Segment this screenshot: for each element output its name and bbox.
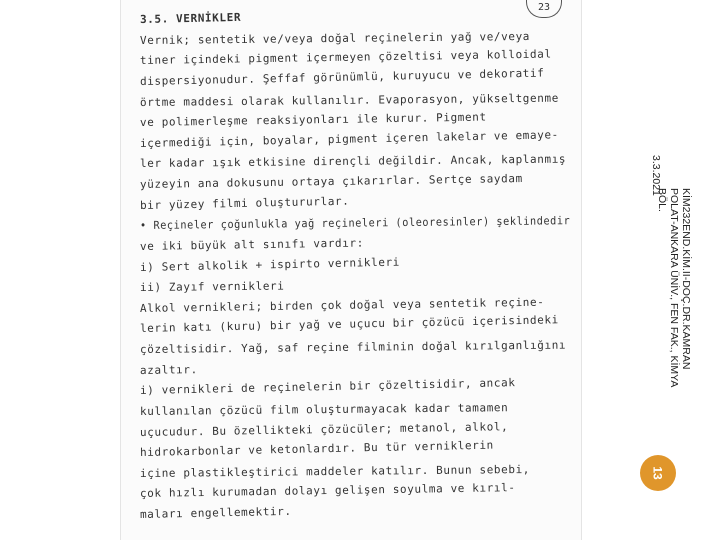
handwritten-page-number: 23 xyxy=(526,0,562,18)
slide-number: 13 xyxy=(650,466,665,480)
note-line: maları engellemektir. xyxy=(139,504,292,521)
course-line-2: POLAT-ANKARA ÜNİV., FEN FAK., KİMYA xyxy=(668,188,680,388)
note-line: içine plastikleştirici maddeler katılır. Bunun sebebi, xyxy=(139,462,531,480)
note-line: lerin katı (kuru) bir yağ ve uçucu bir çözücü içerisindeki xyxy=(139,313,559,336)
note-line: ve iki büyük alt sınıfı vardır: xyxy=(139,236,364,253)
note-line: i) Sert alkolik + ispirto vernikleri xyxy=(139,255,401,274)
date-label: 3.3.2021 xyxy=(650,155,662,196)
course-line-1: KİM232END.KİM.II-DOÇ.DR.KAMRAN xyxy=(680,188,692,370)
note-line: ve polimerleşme reaksiyonları ile kurur. Pigment xyxy=(139,110,487,130)
note-line: i) vernikleri de reçinelerin bir çözeltisidir, ancak xyxy=(139,376,516,398)
note-line: ii) Zayıf vernikleri xyxy=(139,279,285,295)
note-line: • Reçineler çoğunlukla yağ reçineleri (oleoresinler) şeklindedir xyxy=(139,214,571,233)
notes-heading: 3.5. VERNİKLER xyxy=(139,10,242,26)
note-line: dispersiyonudur. Şeffaf görünümlü, kuruyucu ve dekoratif xyxy=(139,66,545,88)
note-line: tiner içindeki pigment içermeyen çözeltisi veya kolloidal xyxy=(139,47,552,68)
note-line: kullanılan çözücü film oluşturmayacak kadar tamamen xyxy=(139,401,509,418)
note-line: hidrokarbonlar ve ketonlardır. Bu tür verniklerin xyxy=(139,438,494,460)
note-line: uçucudur. Bu özellikteki çözücüler; metanol, alkol, xyxy=(139,419,509,439)
note-line: içermediği için, boyalar, pigment içeren lakelar ve emaye- xyxy=(139,127,559,150)
note-line: bir yüzey filmi oluştururlar. xyxy=(139,194,350,212)
note-line: yüzeyin ana dokusunu ortaya çıkarırlar. Sertçe saydam xyxy=(139,171,523,191)
course-line-3: BÖL. xyxy=(656,188,668,212)
slide-number-badge xyxy=(640,455,676,491)
note-line: azaltır. xyxy=(139,362,198,377)
note-line: Vernik; sentetik ve/veya doğal reçinelerin yağ ve/veya xyxy=(139,29,531,47)
note-line: çözeltisidir. Yağ, saf reçine filminin doğal kırılganlığını xyxy=(139,338,567,356)
note-line: Alkol vernikleri; birden çok doğal veya sentetik reçine- xyxy=(139,295,545,315)
note-line: örtme maddesi olarak kullanılır. Evaporasyon, yükseltgenme xyxy=(139,91,559,109)
note-line: çok hızlı kurumadan dolayı gelişen soyulma ve kırıl- xyxy=(139,481,516,501)
note-line: ler kadar ışık etkisine dirençli değildir. Ancak, kaplanmış xyxy=(139,152,567,171)
